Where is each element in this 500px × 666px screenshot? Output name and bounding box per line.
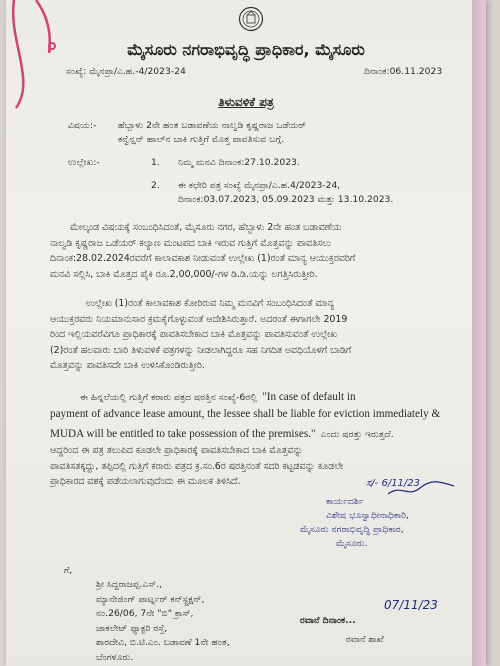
paragraph-text: ಈ ಹಿನ್ನಲೆಯಲ್ಲಿ ಗುತ್ತಿಗೆ ಕರಾರು ಪತ್ರದ ಷರತ್ತಿನ ಸಂಖ್ಯೆ-6ರಲ್ಲಿ	[80, 392, 258, 403]
paragraph-line: ನಾಲ್ವಡಿ ಕೃಷ್ಣರಾಜ ಒಡೆಯರ್ ಕಲ್ಯಾಣ ಮಂಟಪದ ಬಾಕಿ ಇರುವ ಗುತ್ತಿಗೆ ಮೊತ್ತವನ್ನು ಪಾವತಿಸಲು	[50, 237, 332, 249]
reference-item-text: ದಿನಾಂಕ:03.07.2023, 05.09.2023 ಮತ್ತು 13.10.2023.	[178, 194, 394, 205]
lease-clause-quote: payment of advance lease amount, the lessee shall be liable for eviction immediately &	[50, 408, 441, 420]
subject-label: ವಿಷಯ:-	[68, 120, 97, 131]
letter-date: ದಿನಾಂಕ:06.11.2023	[364, 66, 443, 77]
letter-heading: ತಿಳುವಳಿಕೆ ಪತ್ರ	[218, 95, 274, 109]
dispatch-section: ರವಾನೆ ಶಾಖೆ	[346, 634, 384, 645]
subject-line: ಹೆಬ್ಬಾಳು 2ನೇ ಹಂತ ಬಡಾವಣೆಯ ನಾಲ್ವಡಿ ಕೃಷ್ಣರಾಜ ಒಡೆಯರ್	[118, 120, 306, 131]
authority-title: ಮೈಸೂರು ನಗರಾಭಿವೃದ್ಧಿ ಪ್ರಾಧಿಕಾರ, ಮೈಸೂರು	[127, 40, 365, 59]
signatory-designation: ವಿಶೇಷ ಭೂಸ್ವಾಧೀನಾಧಿಕಾರಿ,	[326, 510, 410, 521]
recipient-address	[96, 578, 230, 665]
address-line: ಮ್ಯಾನೇಜಿಂಗ್ ಪಾರ್ಟ್ನರ್ ಕನ್‌ಸ್ಟ್ರಕ್ಷನ್,	[96, 593, 205, 605]
paragraph-2	[50, 296, 470, 374]
paragraph-line: ಆಯುಕ್ತರವರು ನಿಯಮಾನುಸಾರ ಕ್ರಮಕೈಗೊಳ್ಳುವಂತೆ ಆದೇಶಿಸಿರುತ್ತಾರೆ. ಅದರಂತೆ ಈಗಾಗಲೇ 2019	[50, 313, 348, 325]
reference-item-text: ಈ ಕಛೇರಿ ಪತ್ರ ಸಂಖ್ಯೆ ಮೈನಪ್ರಾ/ಎ.ಹ.4/2023-24,	[178, 180, 341, 191]
paragraph-line: ರಿಂದ ಇಲ್ಲಿಯವರೆವಿಗೂ ಪ್ರಾಧಿಕಾರಕ್ಕೆ ಪಾವತಿಸಬೇಕಾದ ಬಾಕಿ ಮೊತ್ತವನ್ನು ಪಾವತಿಸುವಂತೆ ಉಲ್ಲೇಖ	[50, 329, 338, 340]
paragraph-1	[50, 220, 470, 282]
paragraph-line: ಮನವಿ ಸಲ್ಲಿಸಿ, ಬಾಕಿ ಮೊತ್ತದ ಪೈಕಿ ರೂ.2,00,000/-ಗಳ ಡಿ.ಡಿ.ಯನ್ನು ಲಗತ್ತಿಸಿರುತ್ತೀರಿ.	[50, 268, 318, 280]
signatory-designation: ಕಾರ್ಯದರ್ಶಿ	[326, 496, 364, 507]
subject-line: ಕನ್ವೆನ್ಷನ್ ಹಾಲ್‌ನ ಬಾಕಿ ಗುತ್ತಿಗೆ ಮೊತ್ತ ಪಾವತಿಸುವ ಬಗ್ಗೆ.	[118, 134, 285, 145]
lease-clause-quote: "In case of default in	[262, 391, 356, 403]
address-line: ಶ್ರೀ ಸಿದ್ದರಾಜಪ್ಪ.ಎಸ್.,	[96, 579, 163, 590]
paragraph-line: ಮೊತ್ತವನ್ನು ಪಾವತಿಸದೇ ಬಾಕಿ ಉಳಿಸಿಕೊಂಡಿರುತ್ತೀರಿ.	[50, 360, 205, 371]
dispatch-label: ರವಾನೆ ದಿನಾಂಕ...	[300, 615, 356, 626]
address-line: ಜಾಕಲೇಟ್ ಫ್ಯಾಕ್ಟರಿ ರಸ್ತೆ,	[96, 622, 168, 634]
references-label: ಉಲ್ಲೇಖ:-	[68, 157, 100, 168]
signature-scribble	[386, 480, 456, 500]
paragraph-line: ಉಲ್ಲೇಖ (1)ರಂತೆ ಕಾಲಾವಕಾಶ ಕೋರಿರುವ ನಿಮ್ಮ ಮನವಿಗೆ ಸಂಬಂಧಿಸಿದಂತೆ ಮಾನ್ಯ	[86, 298, 335, 309]
paragraph-line: ಮೇಲ್ಕಂಡ ವಿಷಯಕ್ಕೆ ಸಂಬಂಧಿಸಿದಂತೆ, ಮೈಸೂರು ನಗರ, ಹೆಬ್ಬಾಳು 2ನೇ ಹಂತ ಬಡಾವಣೆಯ	[70, 222, 342, 233]
handwritten-signature: ಸ/- 6/11/23	[366, 478, 421, 489]
address-line: ಬೆಂಗಳೂರು.	[96, 651, 134, 663]
muda-emblem-icon	[238, 6, 264, 32]
lease-clause-quote: MUDA will be entitled to take possession of the premises."	[50, 428, 316, 440]
reference-item-text: ನಿಮ್ಮ ಮನವಿ ದಿನಾಂಕ:27.10.2023.	[178, 157, 300, 168]
address-line: ಶಾರದೇವಿ, ಬಿ.ಟಿ.ಎಂ. ಬಡಾವಣೆ 1ನೇ ಹಂತ,	[96, 637, 230, 648]
signatory-city: ಮೈಸೂರು.	[336, 538, 368, 549]
paragraph-line: ಪಾವತಿಸತಕ್ಕದ್ದು, ತಪ್ಪಿದಲ್ಲಿ ಗುತ್ತಿಗೆ ಕರಾರು ಪತ್ರದ ಕ್ರ.ಸಂ.6ರ ಷರತ್ತಿನಂತೆ ಸದರಿ ಕಟ್ಟಡವನ್ನು ಕೂಡಲೇ	[50, 460, 344, 472]
paragraph-text: ಎಂದು ಷರತ್ತು ಇರುತ್ತದೆ.	[320, 429, 394, 440]
letter-sheet	[6, 0, 486, 666]
paragraph-line: ದಿನಾಂಕ:28.02.2024ರವರೆಗೆ ಕಾಲಾವಕಾಶ ನೀಡುವಂತೆ ಉಲ್ಲೇಖ (1)ರಂತೆ ಮಾನ್ಯ ಆಯುಕ್ತರವರಿಗೆ	[50, 253, 356, 264]
paragraph-line: ಆದ್ದರಿಂದ ಈ ಪತ್ರ ತಲುಪಿದ ಕೂಡಲೇ ಪ್ರಾಧಿಕಾರಕ್ಕೆ ಪಾವತಿಸಬೇಕಾದ ಬಾಕಿ ಮೊತ್ತವನ್ನು	[50, 445, 303, 456]
signatory-office: ಮೈಸೂರು ನಗರಾಭಿವೃದ್ಧಿ ಪ್ರಾಧಿಕಾರ,	[300, 524, 404, 535]
recipient-salutation: ಗೆ,	[64, 565, 73, 576]
reference-number: ಸಂಖ್ಯೆ: ಮೈನಪ್ರಾ/ಎ.ಹ.-4/2023-24	[66, 66, 186, 77]
address-line: ನಂ.26/06, 7ನೇ "ಬಿ" ಕ್ರಾಸ್,	[96, 608, 194, 619]
paragraph-3	[50, 386, 470, 490]
paragraph-line: (2)ರಂತೆ ಹಲವಾರು ಬಾರಿ ತಿಳುವಳಿಕೆ ಪತ್ರಗಳನ್ನು ನೀಡಲಾಗಿದ್ದರೂ ಸಹ ನಿಗದಿತ ಅವಧಿಯೊಳಗೆ ಬಾಡಿಗೆ	[50, 344, 352, 356]
reference-item-number: 2.	[151, 180, 160, 191]
paragraph-line: ಪ್ರಾಧಿಕಾರದ ವಶಕ್ಕೆ ಪಡೆಯಲಾಗುವುದೆಂದು ಈ ಮೂಲಕ ತಿಳಿಸಿದೆ.	[50, 476, 241, 487]
reference-item-number: 1.	[151, 157, 160, 168]
dispatch-date-handwritten: 07/11/23	[384, 598, 438, 612]
